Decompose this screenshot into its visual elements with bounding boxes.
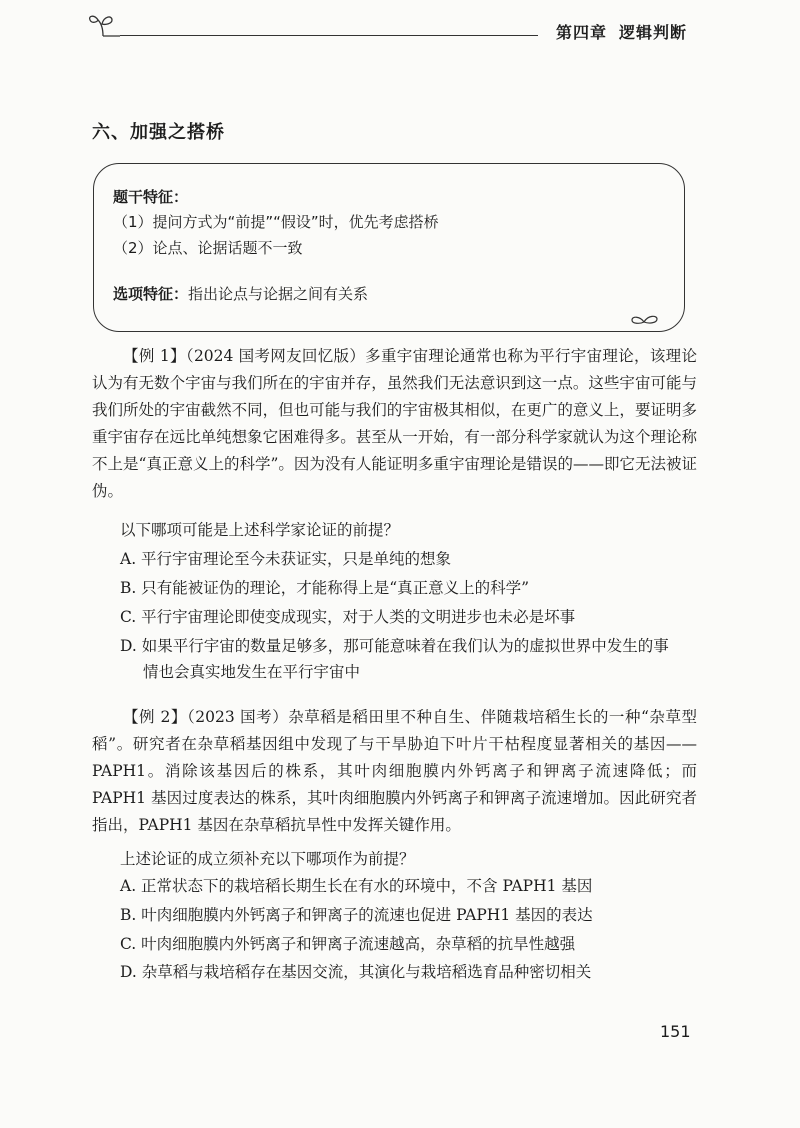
example-1-text: 【例 1】（2024 国考网友回忆版）多重宇宙理论通常也称为平行宇宙理论，该理论认为有无数个宇宙与我们所在的宇宙并存，虽然我们无法意识到这一点。这些宇宙可能与我们所处的宇宙截然不同，但也可能与我们的宇宙极其相似，在更广的意义上，要证明多重宇宙存在远比单纯想象它困难得多。甚至从一开始，有一部分科学家就认为这个理论称不上是“真正意义上的科学”。因为没有人能证明多重宇宙理论是错误的——即它无法被证伪。: [92, 347, 697, 500]
example-2-option-a: A. 正常状态下的栽培稻长期生长在有水的环境中，不含 PAPH1 基因: [120, 877, 593, 895]
example-1-option-c: C. 平行宇宙理论即使变成现实，对于人类的文明进步也未必是坏事: [120, 608, 576, 626]
example-1-question: 以下哪项可能是上述科学家论证的前提？: [120, 521, 400, 539]
option-feature-title: 选项特征：: [113, 285, 189, 303]
example-2-passage: [92, 704, 697, 839]
example-2-option-d: D. 杂草稻与栽培稻存在基因交流，其演化与栽培稻选育品种密切相关: [120, 963, 592, 981]
example-2-question: 上述论证的成立须补充以下哪项作为前提？: [120, 850, 415, 868]
example-2-option-b: B. 叶肉细胞膜内外钙离子和钾离子的流速也促进 PAPH1 基因的表达: [120, 906, 593, 924]
leaf-icon: [630, 310, 660, 326]
option-feature-text: 指出论点与论据之间有关系: [188, 285, 369, 303]
option-feature-line: [113, 283, 368, 304]
example-1-option-a: A. 平行宇宙理论至今未获证实，只是单纯的想象: [120, 550, 452, 568]
stem-feature-item-2: （2）论点、论据话题不一致: [113, 239, 303, 257]
page-number: 151: [660, 1022, 691, 1041]
section-title: 六、加强之搭桥: [92, 122, 225, 143]
example-2-text: 【例 2】（2023 国考）杂草稻是稻田里不种自生、伴随栽培稻生长的一种“杂草型稻”。研究者在杂草稻基因组中发现了与干旱胁迫下叶片干枯程度显著相关的基因——PAPH1。消除该基因后的株系，其叶肉细胞膜内外钙离子和钾离子流速降低；而 PAPH1 基因过度表达的株系，其叶肉细胞膜内外钙离子和钾离子流速增加。因此研究者指出，PAPH1 基因在杂草稻抗旱性中发挥关键作用。: [92, 708, 697, 834]
example-1-option-b: B. 只有能被证伪的理论，才能称得上是“真正意义上的科学”: [120, 579, 530, 597]
running-header: [556, 20, 687, 43]
example-1-option-d: D. 如果平行宇宙的数量足够多，那可能意味着在我们认为的虚拟世界中发生的事: [120, 637, 669, 655]
example-2-option-c: C. 叶肉细胞膜内外钙离子和钾离子流速越高，杂草稻的抗旱性越强: [120, 935, 576, 953]
example-1-passage: [92, 343, 697, 505]
chapter-topic: 逻辑判断: [619, 23, 688, 42]
example-1-option-d-cont: 情也会真实地发生在平行宇宙中: [143, 663, 361, 681]
stem-feature-item-1: （1）提问方式为“前提”“假设”时，优先考虑搭桥: [113, 213, 439, 231]
chapter-label: 第四章: [556, 23, 608, 42]
header-rule: [120, 35, 538, 36]
stem-feature-title: 题干特征：: [113, 188, 189, 206]
